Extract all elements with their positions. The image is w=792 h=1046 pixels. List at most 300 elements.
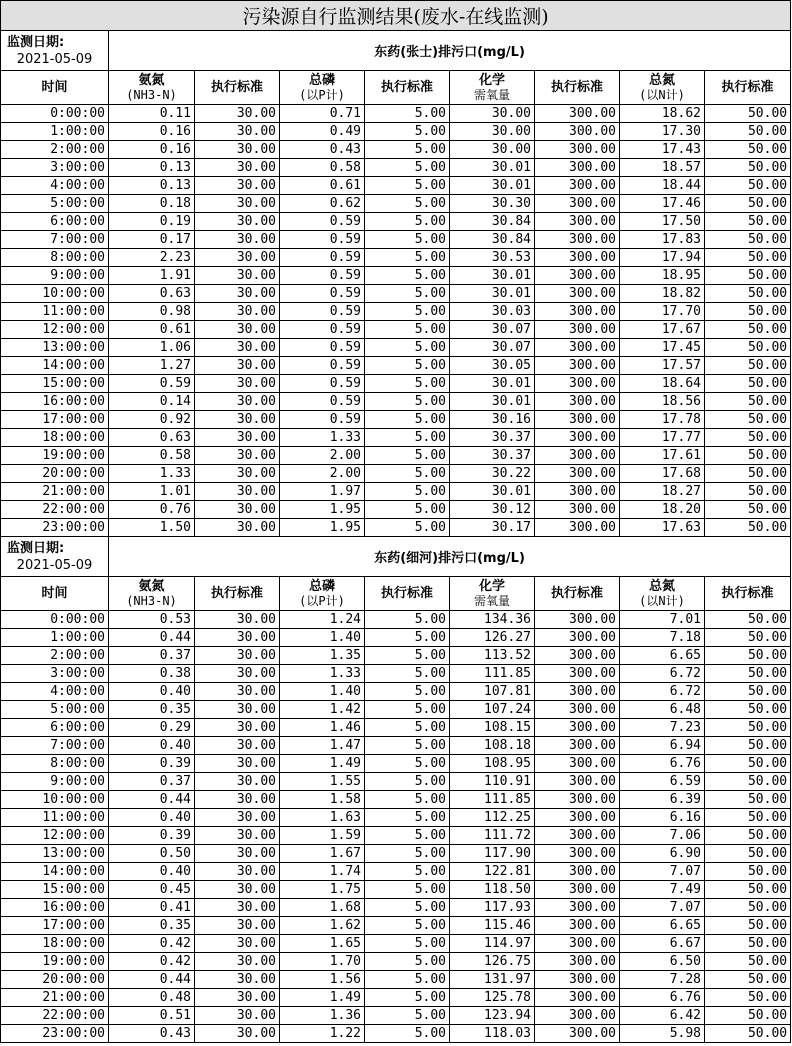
time-cell: 5:00:00 <box>1 701 109 719</box>
time-cell: 15:00:00 <box>1 881 109 899</box>
value-cell: 17.57 <box>620 357 705 375</box>
table-row <box>1 863 791 881</box>
value-cell: 2.00 <box>280 447 365 465</box>
value-cell: 2.00 <box>280 465 365 483</box>
value-cell: 300.00 <box>535 429 620 447</box>
value-cell: 30.01 <box>450 483 535 501</box>
value-cell: 50.00 <box>705 123 791 141</box>
value-cell: 300.00 <box>535 249 620 267</box>
value-cell: 17.50 <box>620 213 705 231</box>
value-cell: 300.00 <box>535 465 620 483</box>
time-cell: 22:00:00 <box>1 501 109 519</box>
value-cell: 1.36 <box>280 1007 365 1025</box>
column-header-line1: 执行标准 <box>380 585 433 601</box>
value-cell: 1.33 <box>280 429 365 447</box>
value-cell: 30.00 <box>195 123 280 141</box>
value-cell: 300.00 <box>535 665 620 683</box>
value-cell: 300.00 <box>535 953 620 971</box>
value-cell: 50.00 <box>705 737 791 755</box>
value-cell: 30.01 <box>450 285 535 303</box>
value-cell: 50.00 <box>705 647 791 665</box>
value-cell: 6.59 <box>620 773 705 791</box>
time-cell: 12:00:00 <box>1 321 109 339</box>
value-cell: 1.55 <box>280 773 365 791</box>
value-cell: 7.01 <box>620 611 705 629</box>
value-cell: 17.45 <box>620 339 705 357</box>
value-cell: 0.37 <box>109 647 195 665</box>
value-cell: 7.06 <box>620 827 705 845</box>
value-cell: 0.63 <box>109 285 195 303</box>
value-cell: 30.00 <box>195 195 280 213</box>
table-row <box>1 791 791 809</box>
time-cell: 4:00:00 <box>1 683 109 701</box>
value-cell: 300.00 <box>535 827 620 845</box>
value-cell: 122.81 <box>450 863 535 881</box>
value-cell: 300.00 <box>535 519 620 537</box>
value-cell: 0.71 <box>280 105 365 123</box>
value-cell: 7.28 <box>620 971 705 989</box>
value-cell: 5.00 <box>365 105 450 123</box>
column-header-line1: 总磷 <box>308 578 335 594</box>
column-header <box>109 71 195 105</box>
value-cell: 50.00 <box>705 195 791 213</box>
value-cell: 30.00 <box>195 465 280 483</box>
value-cell: 50.00 <box>705 809 791 827</box>
value-cell: 300.00 <box>535 357 620 375</box>
value-cell: 30.00 <box>195 285 280 303</box>
value-cell: 300.00 <box>535 321 620 339</box>
value-cell: 17.30 <box>620 123 705 141</box>
table-row <box>1 231 791 249</box>
value-cell: 30.00 <box>195 339 280 357</box>
time-cell: 10:00:00 <box>1 791 109 809</box>
value-cell: 0.40 <box>109 863 195 881</box>
time-cell: 15:00:00 <box>1 375 109 393</box>
value-cell: 0.76 <box>109 501 195 519</box>
value-cell: 50.00 <box>705 249 791 267</box>
value-cell: 30.01 <box>450 177 535 195</box>
table-row <box>1 755 791 773</box>
value-cell: 50.00 <box>705 629 791 647</box>
value-cell: 5.00 <box>365 611 450 629</box>
value-cell: 108.15 <box>450 719 535 737</box>
value-cell: 18.95 <box>620 267 705 285</box>
value-cell: 18.27 <box>620 483 705 501</box>
value-cell: 110.91 <box>450 773 535 791</box>
value-cell: 0.13 <box>109 177 195 195</box>
value-cell: 0.59 <box>280 393 365 411</box>
value-cell: 30.00 <box>195 429 280 447</box>
value-cell: 30.07 <box>450 321 535 339</box>
table-row <box>1 1025 791 1043</box>
column-header-line1: 时间 <box>41 79 68 95</box>
value-cell: 0.39 <box>109 755 195 773</box>
value-cell: 50.00 <box>705 845 791 863</box>
column-header-line1: 氨氮 <box>138 72 165 88</box>
value-cell: 50.00 <box>705 105 791 123</box>
value-cell: 7.07 <box>620 863 705 881</box>
value-cell: 0.50 <box>109 845 195 863</box>
value-cell: 108.95 <box>450 755 535 773</box>
value-cell: 30.00 <box>195 1007 280 1025</box>
value-cell: 1.06 <box>109 339 195 357</box>
time-cell: 0:00:00 <box>1 105 109 123</box>
time-cell: 19:00:00 <box>1 953 109 971</box>
table-row <box>1 683 791 701</box>
value-cell: 0.59 <box>280 339 365 357</box>
value-cell: 6.50 <box>620 953 705 971</box>
value-cell: 50.00 <box>705 917 791 935</box>
table-row <box>1 501 791 519</box>
value-cell: 30.01 <box>450 375 535 393</box>
table-row <box>1 935 791 953</box>
value-cell: 50.00 <box>705 899 791 917</box>
monitoring-date-label: 监测日期: <box>7 540 65 556</box>
value-cell: 5.00 <box>365 827 450 845</box>
value-cell: 5.00 <box>365 483 450 501</box>
value-cell: 30.07 <box>450 339 535 357</box>
value-cell: 0.61 <box>109 321 195 339</box>
value-cell: 300.00 <box>535 1025 620 1043</box>
value-cell: 6.94 <box>620 737 705 755</box>
table-row <box>1 611 791 629</box>
value-cell: 17.83 <box>620 231 705 249</box>
value-cell: 5.00 <box>365 719 450 737</box>
time-cell: 10:00:00 <box>1 285 109 303</box>
value-cell: 5.00 <box>365 737 450 755</box>
column-header-line2: (以N计) <box>639 593 685 608</box>
time-cell: 18:00:00 <box>1 429 109 447</box>
value-cell: 111.85 <box>450 791 535 809</box>
value-cell: 5.00 <box>365 249 450 267</box>
value-cell: 50.00 <box>705 285 791 303</box>
column-header-line1: 氨氮 <box>138 578 165 594</box>
column-header <box>705 71 791 105</box>
value-cell: 0.59 <box>280 249 365 267</box>
time-cell: 6:00:00 <box>1 213 109 231</box>
value-cell: 50.00 <box>705 755 791 773</box>
value-cell: 50.00 <box>705 683 791 701</box>
value-cell: 30.00 <box>195 863 280 881</box>
value-cell: 50.00 <box>705 159 791 177</box>
value-cell: 30.00 <box>195 647 280 665</box>
column-header-line1: 执行标准 <box>210 585 263 601</box>
column-header <box>705 577 791 611</box>
value-cell: 50.00 <box>705 863 791 881</box>
value-cell: 1.24 <box>280 611 365 629</box>
column-header-line2: (以P计) <box>299 593 345 608</box>
value-cell: 0.44 <box>109 791 195 809</box>
value-cell: 1.95 <box>280 519 365 537</box>
value-cell: 5.00 <box>365 519 450 537</box>
value-cell: 300.00 <box>535 989 620 1007</box>
value-cell: 2.23 <box>109 249 195 267</box>
value-cell: 50.00 <box>705 665 791 683</box>
table-row <box>1 881 791 899</box>
column-header-line1: 执行标准 <box>721 79 774 95</box>
value-cell: 17.94 <box>620 249 705 267</box>
value-cell: 1.91 <box>109 267 195 285</box>
table-row <box>1 971 791 989</box>
value-cell: 0.16 <box>109 123 195 141</box>
value-cell: 300.00 <box>535 647 620 665</box>
value-cell: 0.51 <box>109 1007 195 1025</box>
value-cell: 0.14 <box>109 393 195 411</box>
value-cell: 30.00 <box>195 411 280 429</box>
value-cell: 50.00 <box>705 501 791 519</box>
value-cell: 50.00 <box>705 393 791 411</box>
value-cell: 0.39 <box>109 827 195 845</box>
value-cell: 0.59 <box>280 411 365 429</box>
value-cell: 5.00 <box>365 1025 450 1043</box>
value-cell: 1.47 <box>280 737 365 755</box>
value-cell: 6.65 <box>620 917 705 935</box>
value-cell: 300.00 <box>535 213 620 231</box>
value-cell: 0.53 <box>109 611 195 629</box>
value-cell: 30.22 <box>450 465 535 483</box>
time-cell: 13:00:00 <box>1 845 109 863</box>
value-cell: 300.00 <box>535 285 620 303</box>
value-cell: 50.00 <box>705 177 791 195</box>
monitoring-date-value: 2021-05-09 <box>16 557 93 573</box>
value-cell: 300.00 <box>535 231 620 249</box>
value-cell: 30.00 <box>195 303 280 321</box>
value-cell: 1.67 <box>280 845 365 863</box>
time-cell: 11:00:00 <box>1 303 109 321</box>
value-cell: 30.00 <box>195 881 280 899</box>
time-cell: 14:00:00 <box>1 863 109 881</box>
value-cell: 5.00 <box>365 791 450 809</box>
column-header-line1: 化学 <box>478 578 505 594</box>
table-row <box>1 357 791 375</box>
value-cell: 5.00 <box>365 429 450 447</box>
value-cell: 0.18 <box>109 195 195 213</box>
value-cell: 50.00 <box>705 141 791 159</box>
value-cell: 50.00 <box>705 1007 791 1025</box>
value-cell: 111.72 <box>450 827 535 845</box>
table-row <box>1 339 791 357</box>
table-row <box>1 647 791 665</box>
value-cell: 50.00 <box>705 611 791 629</box>
value-cell: 1.33 <box>109 465 195 483</box>
value-cell: 0.37 <box>109 773 195 791</box>
time-cell: 22:00:00 <box>1 1007 109 1025</box>
value-cell: 0.11 <box>109 105 195 123</box>
value-cell: 1.58 <box>280 791 365 809</box>
table-row <box>1 917 791 935</box>
value-cell: 5.00 <box>365 989 450 1007</box>
value-cell: 5.00 <box>365 159 450 177</box>
value-cell: 18.44 <box>620 177 705 195</box>
value-cell: 50.00 <box>705 935 791 953</box>
time-cell: 16:00:00 <box>1 393 109 411</box>
value-cell: 6.67 <box>620 935 705 953</box>
value-cell: 0.19 <box>109 213 195 231</box>
table-row <box>1 249 791 267</box>
value-cell: 50.00 <box>705 411 791 429</box>
value-cell: 300.00 <box>535 611 620 629</box>
value-cell: 30.01 <box>450 267 535 285</box>
value-cell: 5.00 <box>365 177 450 195</box>
value-cell: 30.00 <box>195 791 280 809</box>
column-header-line1: 执行标准 <box>380 79 433 95</box>
value-cell: 30.00 <box>195 953 280 971</box>
value-cell: 117.90 <box>450 845 535 863</box>
value-cell: 30.01 <box>450 159 535 177</box>
value-cell: 6.72 <box>620 665 705 683</box>
value-cell: 5.00 <box>365 303 450 321</box>
section-header-row <box>1 31 791 71</box>
value-cell: 107.24 <box>450 701 535 719</box>
value-cell: 50.00 <box>705 773 791 791</box>
time-cell: 2:00:00 <box>1 141 109 159</box>
value-cell: 5.00 <box>365 971 450 989</box>
value-cell: 5.00 <box>365 195 450 213</box>
value-cell: 0.59 <box>280 231 365 249</box>
column-header-line1: 执行标准 <box>550 585 603 601</box>
value-cell: 30.00 <box>195 989 280 1007</box>
value-cell: 5.00 <box>365 665 450 683</box>
time-cell: 20:00:00 <box>1 465 109 483</box>
value-cell: 1.97 <box>280 483 365 501</box>
value-cell: 0.92 <box>109 411 195 429</box>
value-cell: 18.62 <box>620 105 705 123</box>
value-cell: 125.78 <box>450 989 535 1007</box>
value-cell: 30.00 <box>195 737 280 755</box>
value-cell: 0.98 <box>109 303 195 321</box>
value-cell: 30.12 <box>450 501 535 519</box>
value-cell: 0.35 <box>109 701 195 719</box>
value-cell: 6.76 <box>620 755 705 773</box>
time-cell: 1:00:00 <box>1 123 109 141</box>
value-cell: 7.07 <box>620 899 705 917</box>
value-cell: 300.00 <box>535 719 620 737</box>
table-row <box>1 827 791 845</box>
time-cell: 19:00:00 <box>1 447 109 465</box>
value-cell: 0.58 <box>109 447 195 465</box>
value-cell: 30.00 <box>195 917 280 935</box>
value-cell: 7.18 <box>620 629 705 647</box>
value-cell: 5.00 <box>365 935 450 953</box>
value-cell: 50.00 <box>705 971 791 989</box>
value-cell: 1.40 <box>280 629 365 647</box>
value-cell: 50.00 <box>705 339 791 357</box>
value-cell: 300.00 <box>535 629 620 647</box>
table-row <box>1 483 791 501</box>
value-cell: 30.03 <box>450 303 535 321</box>
time-cell: 17:00:00 <box>1 411 109 429</box>
value-cell: 50.00 <box>705 1025 791 1043</box>
time-cell: 3:00:00 <box>1 665 109 683</box>
value-cell: 300.00 <box>535 141 620 159</box>
value-cell: 300.00 <box>535 971 620 989</box>
value-cell: 6.48 <box>620 701 705 719</box>
value-cell: 5.00 <box>365 465 450 483</box>
value-cell: 5.00 <box>365 845 450 863</box>
value-cell: 30.00 <box>195 755 280 773</box>
time-cell: 8:00:00 <box>1 249 109 267</box>
value-cell: 30.00 <box>195 1025 280 1043</box>
value-cell: 300.00 <box>535 845 620 863</box>
value-cell: 30.37 <box>450 429 535 447</box>
table-row <box>1 429 791 447</box>
value-cell: 6.72 <box>620 683 705 701</box>
value-cell: 30.30 <box>450 195 535 213</box>
value-cell: 6.90 <box>620 845 705 863</box>
column-header-line1: 执行标准 <box>210 79 263 95</box>
value-cell: 0.59 <box>280 357 365 375</box>
column-header <box>365 577 450 611</box>
value-cell: 50.00 <box>705 719 791 737</box>
value-cell: 5.00 <box>365 683 450 701</box>
table-row <box>1 809 791 827</box>
table-row <box>1 141 791 159</box>
value-cell: 1.63 <box>280 809 365 827</box>
value-cell: 30.37 <box>450 447 535 465</box>
time-cell: 5:00:00 <box>1 195 109 213</box>
time-cell: 23:00:00 <box>1 519 109 537</box>
column-header <box>450 577 535 611</box>
column-header <box>280 71 365 105</box>
value-cell: 0.40 <box>109 737 195 755</box>
value-cell: 30.00 <box>195 845 280 863</box>
value-cell: 300.00 <box>535 1007 620 1025</box>
table-row <box>1 773 791 791</box>
value-cell: 17.70 <box>620 303 705 321</box>
value-cell: 30.05 <box>450 357 535 375</box>
value-cell: 300.00 <box>535 899 620 917</box>
time-cell: 4:00:00 <box>1 177 109 195</box>
value-cell: 300.00 <box>535 447 620 465</box>
value-cell: 5.00 <box>365 755 450 773</box>
column-header-line2: 需氧量 <box>473 87 510 102</box>
table-row <box>1 447 791 465</box>
value-cell: 18.64 <box>620 375 705 393</box>
value-cell: 17.67 <box>620 321 705 339</box>
time-cell: 2:00:00 <box>1 647 109 665</box>
column-header-line1: 执行标准 <box>550 79 603 95</box>
table-row <box>1 213 791 231</box>
column-header <box>535 577 620 611</box>
value-cell: 300.00 <box>535 863 620 881</box>
value-cell: 30.00 <box>195 665 280 683</box>
column-header <box>450 71 535 105</box>
time-cell: 7:00:00 <box>1 231 109 249</box>
value-cell: 113.52 <box>450 647 535 665</box>
value-cell: 18.20 <box>620 501 705 519</box>
value-cell: 30.00 <box>195 683 280 701</box>
value-cell: 300.00 <box>535 737 620 755</box>
time-cell: 7:00:00 <box>1 737 109 755</box>
value-cell: 5.00 <box>365 339 450 357</box>
value-cell: 1.65 <box>280 935 365 953</box>
time-cell: 9:00:00 <box>1 267 109 285</box>
value-cell: 30.00 <box>195 447 280 465</box>
value-cell: 115.46 <box>450 917 535 935</box>
value-cell: 0.63 <box>109 429 195 447</box>
value-cell: 17.68 <box>620 465 705 483</box>
value-cell: 50.00 <box>705 321 791 339</box>
column-header-line2: (NH3-N) <box>126 87 177 102</box>
value-cell: 0.61 <box>280 177 365 195</box>
value-cell: 300.00 <box>535 809 620 827</box>
value-cell: 30.00 <box>195 899 280 917</box>
table-row <box>1 665 791 683</box>
column-header-line1: 执行标准 <box>721 585 774 601</box>
column-header-line1: 总磷 <box>308 72 335 88</box>
table-row <box>1 953 791 971</box>
value-cell: 0.43 <box>109 1025 195 1043</box>
